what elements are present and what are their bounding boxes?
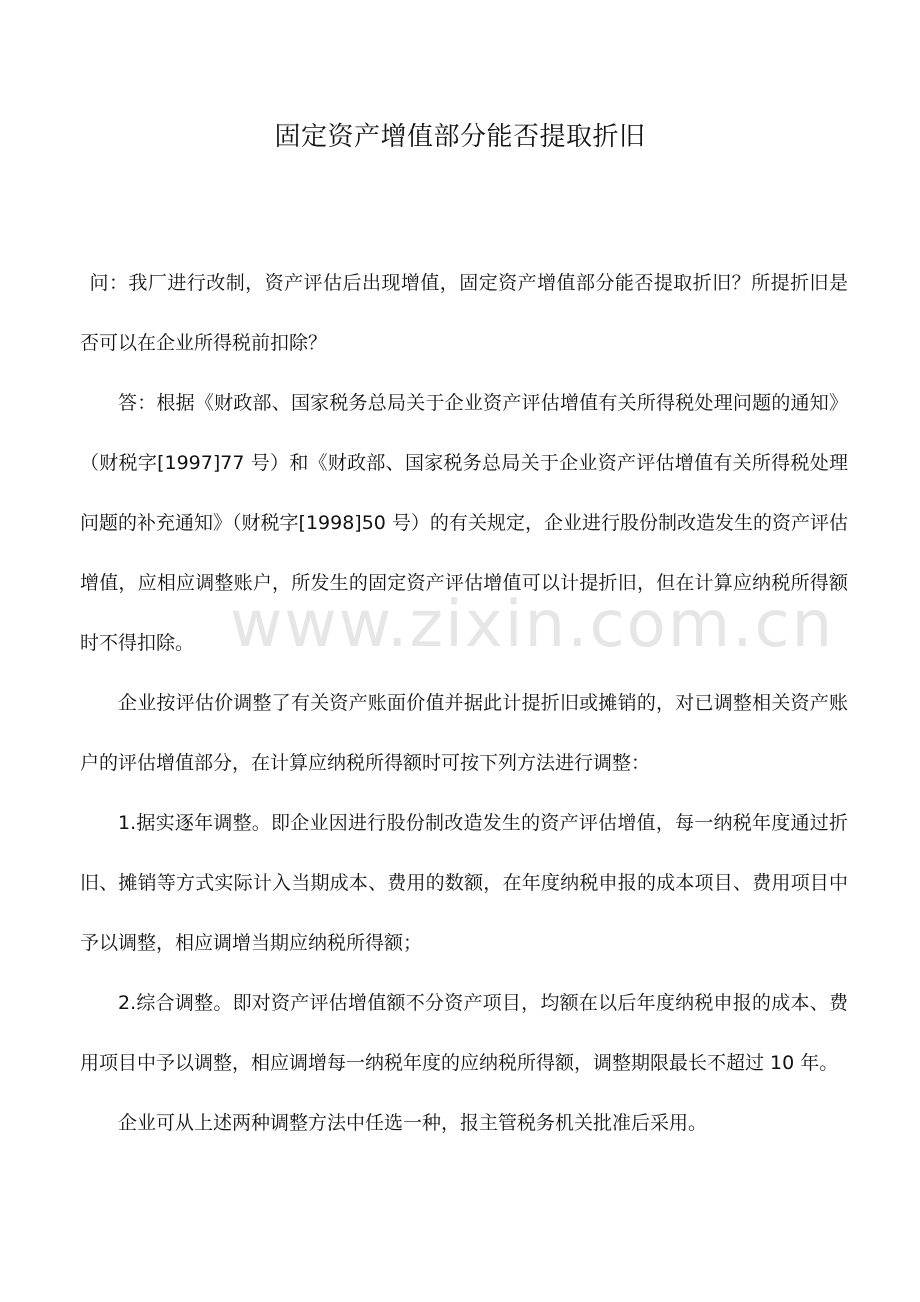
method-2-paragraph: 2.综合调整。即对资产评估增值额不分资产项目，均额在以后年度纳税申报的成本、费用项目中予以调整，相应调增每一纳税年度的应纳税所得额，调整期限最长不超过 10 年。 — [80, 992, 848, 1074]
adjustment-intro-paragraph: 企业按评估价调整了有关资产账面价值并据此计提折旧或摊销的，对已调整相关资产账户的评估增值部分，在计算应纳税所得额时可按下列方法进行调整： — [80, 692, 848, 774]
document-title: 固定资产增值部分能否提取折旧 — [274, 122, 646, 152]
watermark: www.zixin.com.cn — [230, 588, 835, 662]
answer-paragraph: 答：根据《财政部、国家税务总局关于企业资产评估增值有关所得税处理问题的通知》（财税字[1997]77 号）和《财政部、国家税务总局关于企业资产评估增值有关所得税处理问题的补充通知》（财税字[1998]50 号）的有关规定，企业进行股份制改造发生的资产评估增值，应相应调整账户，所发生的固定资产评估增值可以计提折旧，但在计算应纳税所得额时不得扣除。 — [80, 392, 848, 654]
question-paragraph: 问：我厂进行改制，资产评估后出现增值，固定资产增值部分能否提取折旧？所提折旧是否可以在企业所得税前扣除？ — [80, 272, 848, 354]
method-1-paragraph: 1.据实逐年调整。即企业因进行股份制改造发生的资产评估增值，每一纳税年度通过折旧、摊销等方式实际计入当期成本、费用的数额，在年度纳税申报的成本项目、费用项目中予以调整，相应调增当期应纳税所得额； — [80, 812, 848, 954]
document-body — [80, 253, 848, 1153]
conclusion-paragraph: 企业可从上述两种调整方法中任选一种，报主管税务机关批准后采用。 — [118, 1112, 708, 1134]
